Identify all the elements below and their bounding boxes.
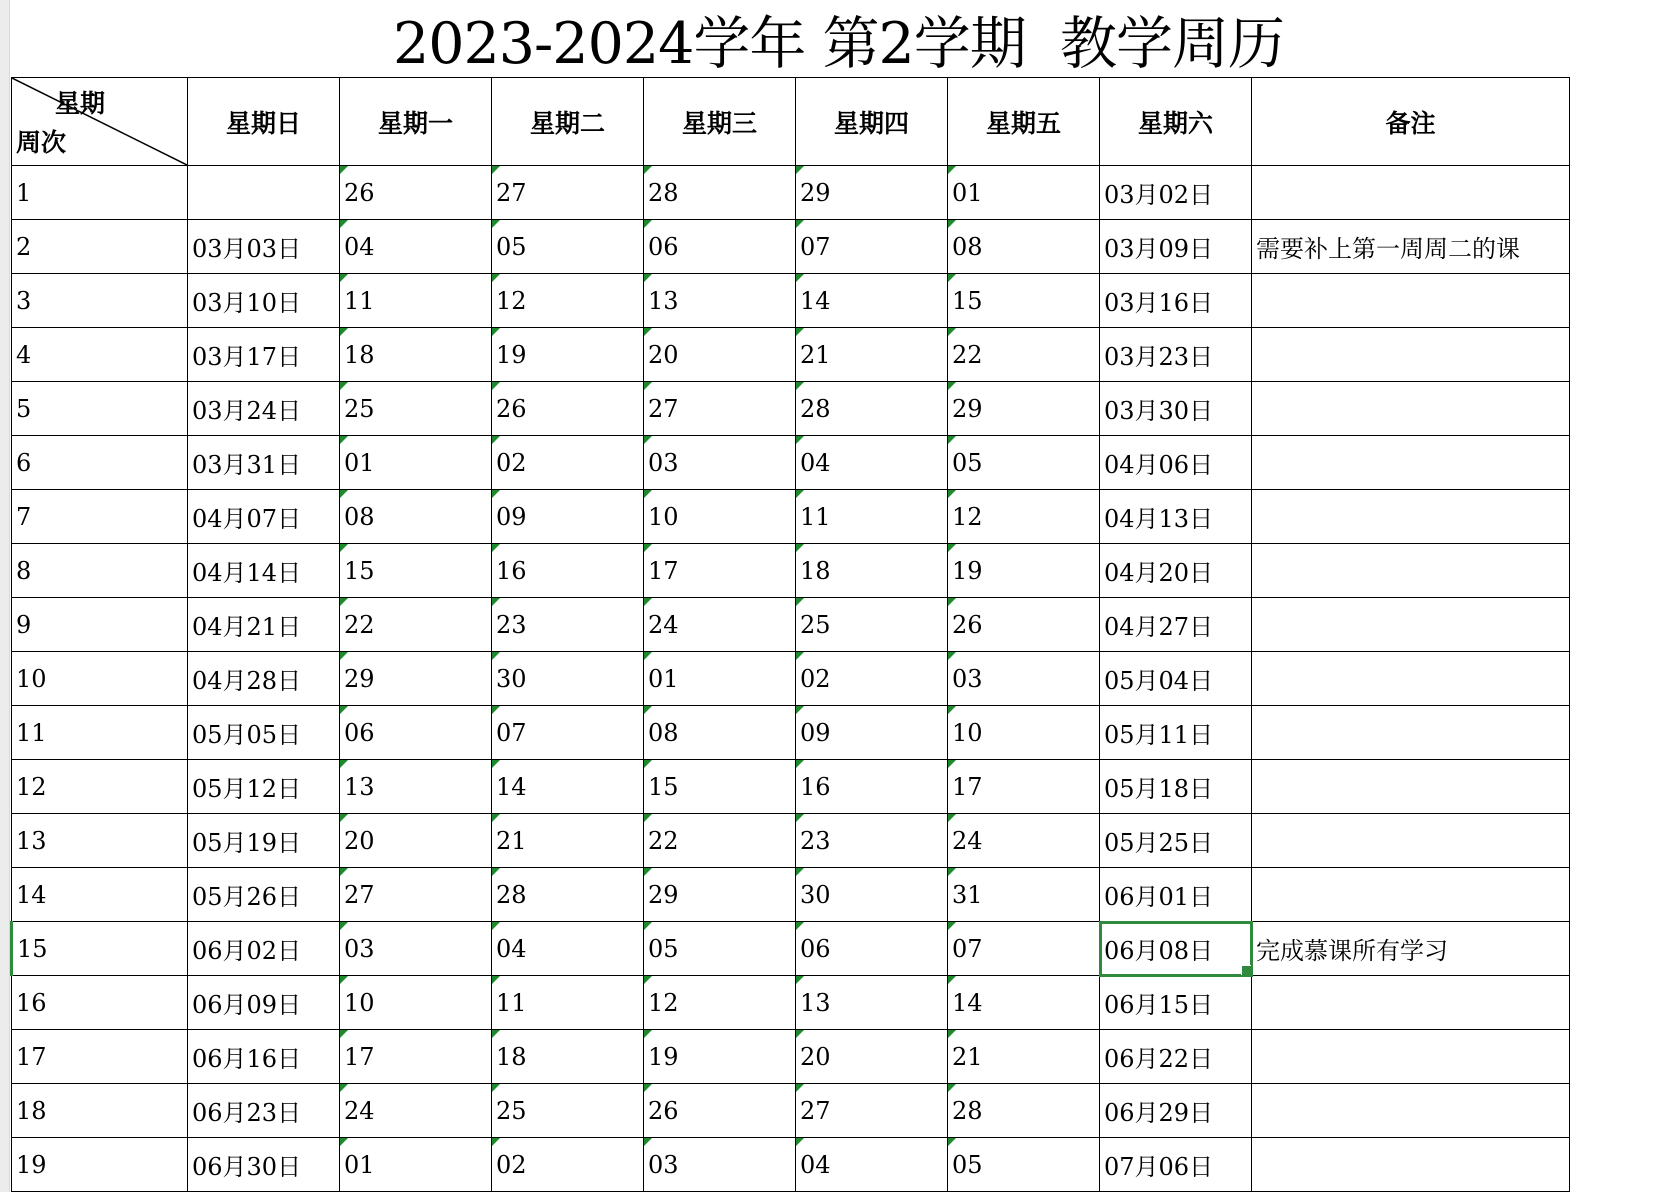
wednesday-date-cell[interactable]: 24 (644, 598, 796, 652)
monday-date-cell[interactable]: 26 (340, 166, 492, 220)
tuesday-date-cell[interactable]: 12 (492, 274, 644, 328)
saturday-date-cell[interactable]: 04月06日 (1100, 436, 1252, 490)
friday-date-cell[interactable]: 17 (948, 760, 1100, 814)
sunday-date-cell[interactable]: 05月12日 (188, 760, 340, 814)
wednesday-date-cell[interactable]: 03 (644, 436, 796, 490)
week-number-cell[interactable]: 4 (12, 328, 188, 382)
tuesday-date-cell[interactable]: 07 (492, 706, 644, 760)
week-number-cell[interactable]: 2 (12, 220, 188, 274)
saturday-date-cell[interactable]: 04月20日 (1100, 544, 1252, 598)
wednesday-date-cell[interactable]: 26 (644, 1084, 796, 1138)
friday-date-cell[interactable]: 26 (948, 598, 1100, 652)
remarks-cell[interactable] (1252, 436, 1570, 490)
remarks-cell[interactable] (1252, 706, 1570, 760)
saturday-date-cell[interactable]: 06月08日 (1100, 922, 1252, 976)
wednesday-date-cell[interactable]: 19 (644, 1030, 796, 1084)
week-row (12, 652, 1570, 706)
thursday-date-cell[interactable]: 13 (796, 976, 948, 1030)
sunday-date-cell[interactable]: 06月16日 (188, 1030, 340, 1084)
wednesday-date-cell[interactable]: 22 (644, 814, 796, 868)
header-sunday[interactable]: 星期日 (188, 78, 340, 166)
remarks-cell[interactable] (1252, 1030, 1570, 1084)
tuesday-date-cell[interactable]: 11 (492, 976, 644, 1030)
sunday-date-cell[interactable]: 04月28日 (188, 652, 340, 706)
monday-date-cell[interactable]: 27 (340, 868, 492, 922)
week-number-cell[interactable]: 13 (12, 814, 188, 868)
week-row (12, 490, 1570, 544)
saturday-date-cell[interactable]: 05月11日 (1100, 706, 1252, 760)
wednesday-date-cell[interactable]: 15 (644, 760, 796, 814)
saturday-date-cell[interactable]: 03月16日 (1100, 274, 1252, 328)
week-number-cell[interactable]: 16 (12, 976, 188, 1030)
header-remarks[interactable]: 备注 (1252, 78, 1570, 166)
saturday-date-cell[interactable]: 03月30日 (1100, 382, 1252, 436)
week-row (12, 598, 1570, 652)
monday-date-cell[interactable]: 11 (340, 274, 492, 328)
remarks-cell[interactable] (1252, 598, 1570, 652)
week-row (12, 706, 1570, 760)
sunday-date-cell[interactable]: 03月31日 (188, 436, 340, 490)
friday-date-cell[interactable]: 05 (948, 436, 1100, 490)
wednesday-date-cell[interactable]: 29 (644, 868, 796, 922)
corner-label-week: 周次 (16, 128, 67, 157)
monday-date-cell[interactable]: 13 (340, 760, 492, 814)
thursday-date-cell[interactable]: 11 (796, 490, 948, 544)
sunday-date-cell[interactable]: 04月07日 (188, 490, 340, 544)
wednesday-date-cell[interactable]: 10 (644, 490, 796, 544)
week-number-cell[interactable]: 9 (12, 598, 188, 652)
friday-date-cell[interactable]: 07 (948, 922, 1100, 976)
saturday-date-cell[interactable]: 05月18日 (1100, 760, 1252, 814)
tuesday-date-cell[interactable]: 09 (492, 490, 644, 544)
monday-date-cell[interactable]: 01 (340, 436, 492, 490)
header-wednesday[interactable]: 星期三 (644, 78, 796, 166)
monday-date-cell[interactable]: 24 (340, 1084, 492, 1138)
remarks-cell[interactable] (1252, 328, 1570, 382)
saturday-date-cell[interactable]: 04月13日 (1100, 490, 1252, 544)
friday-date-cell[interactable]: 03 (948, 652, 1100, 706)
thursday-date-cell[interactable]: 30 (796, 868, 948, 922)
wednesday-date-cell[interactable]: 12 (644, 976, 796, 1030)
friday-date-cell[interactable]: 21 (948, 1030, 1100, 1084)
saturday-date-cell[interactable]: 06月29日 (1100, 1084, 1252, 1138)
friday-date-cell[interactable]: 12 (948, 490, 1100, 544)
tuesday-date-cell[interactable]: 21 (492, 814, 644, 868)
week-number-cell[interactable]: 6 (12, 436, 188, 490)
monday-date-cell[interactable]: 20 (340, 814, 492, 868)
sunday-date-cell[interactable]: 03月24日 (188, 382, 340, 436)
remarks-cell[interactable] (1252, 166, 1570, 220)
calendar-table (10, 77, 1570, 1192)
week-row (12, 274, 1570, 328)
monday-date-cell[interactable]: 04 (340, 220, 492, 274)
monday-date-cell[interactable]: 03 (340, 922, 492, 976)
friday-date-cell[interactable]: 22 (948, 328, 1100, 382)
friday-date-cell[interactable]: 05 (948, 1138, 1100, 1192)
corner-label-weekday: 星期 (54, 89, 105, 118)
wednesday-date-cell[interactable]: 20 (644, 328, 796, 382)
week-row (12, 1138, 1570, 1192)
sunday-date-cell[interactable]: 03月03日 (188, 220, 340, 274)
remarks-cell[interactable] (1252, 544, 1570, 598)
week-number-cell[interactable]: 18 (12, 1084, 188, 1138)
tuesday-date-cell[interactable]: 02 (492, 1138, 644, 1192)
row-header-strip (0, 0, 10, 1192)
tuesday-date-cell[interactable]: 02 (492, 436, 644, 490)
tuesday-date-cell[interactable]: 23 (492, 598, 644, 652)
tuesday-date-cell[interactable]: 14 (492, 760, 644, 814)
monday-date-cell[interactable]: 15 (340, 544, 492, 598)
week-row (12, 166, 1570, 220)
header-friday[interactable]: 星期五 (948, 78, 1100, 166)
week-number-cell[interactable]: 12 (12, 760, 188, 814)
monday-date-cell[interactable]: 10 (340, 976, 492, 1030)
friday-date-cell[interactable]: 19 (948, 544, 1100, 598)
week-number-cell[interactable]: 3 (12, 274, 188, 328)
tuesday-date-cell[interactable]: 18 (492, 1030, 644, 1084)
thursday-date-cell[interactable]: 27 (796, 1084, 948, 1138)
thursday-date-cell[interactable]: 06 (796, 922, 948, 976)
thursday-date-cell[interactable]: 23 (796, 814, 948, 868)
week-row (12, 436, 1570, 490)
thursday-date-cell[interactable]: 16 (796, 760, 948, 814)
remarks-cell[interactable] (1252, 868, 1570, 922)
thursday-date-cell[interactable]: 18 (796, 544, 948, 598)
thursday-date-cell[interactable]: 25 (796, 598, 948, 652)
friday-date-cell[interactable]: 24 (948, 814, 1100, 868)
thursday-date-cell[interactable]: 04 (796, 436, 948, 490)
week-row (12, 1084, 1570, 1138)
week-row (12, 760, 1570, 814)
tuesday-date-cell[interactable]: 16 (492, 544, 644, 598)
friday-date-cell[interactable]: 28 (948, 1084, 1100, 1138)
week-row (12, 328, 1570, 382)
saturday-date-cell[interactable]: 06月15日 (1100, 976, 1252, 1030)
week-row (12, 976, 1570, 1030)
week-row (12, 922, 1570, 976)
thursday-date-cell[interactable]: 14 (796, 274, 948, 328)
saturday-date-cell[interactable]: 04月27日 (1100, 598, 1252, 652)
remarks-cell[interactable] (1252, 814, 1570, 868)
tuesday-date-cell[interactable]: 28 (492, 868, 644, 922)
header-row (12, 78, 1570, 166)
sunday-date-cell[interactable]: 05月19日 (188, 814, 340, 868)
sunday-date-cell[interactable]: 06月23日 (188, 1084, 340, 1138)
sunday-date-cell[interactable]: 04月14日 (188, 544, 340, 598)
sunday-date-cell[interactable]: 06月09日 (188, 976, 340, 1030)
remarks-cell[interactable] (1252, 652, 1570, 706)
tuesday-date-cell[interactable]: 26 (492, 382, 644, 436)
tuesday-date-cell[interactable]: 19 (492, 328, 644, 382)
week-number-cell[interactable]: 19 (12, 1138, 188, 1192)
monday-date-cell[interactable]: 01 (340, 1138, 492, 1192)
thursday-date-cell[interactable]: 28 (796, 382, 948, 436)
saturday-date-cell[interactable]: 06月01日 (1100, 868, 1252, 922)
week-row (12, 544, 1570, 598)
week-number-cell[interactable]: 14 (12, 868, 188, 922)
saturday-date-cell[interactable]: 03月23日 (1100, 328, 1252, 382)
sunday-date-cell[interactable]: 03月10日 (188, 274, 340, 328)
sunday-date-cell[interactable]: 05月05日 (188, 706, 340, 760)
monday-date-cell[interactable]: 29 (340, 652, 492, 706)
week-number-cell[interactable]: 5 (12, 382, 188, 436)
tuesday-date-cell[interactable]: 27 (492, 166, 644, 220)
header-monday[interactable]: 星期一 (340, 78, 492, 166)
thursday-date-cell[interactable]: 21 (796, 328, 948, 382)
remarks-cell[interactable]: 完成慕课所有学习 (1252, 922, 1570, 976)
friday-date-cell[interactable]: 08 (948, 220, 1100, 274)
friday-date-cell[interactable]: 01 (948, 166, 1100, 220)
saturday-date-cell[interactable]: 05月04日 (1100, 652, 1252, 706)
sunday-date-cell[interactable]: 03月17日 (188, 328, 340, 382)
thursday-date-cell[interactable]: 04 (796, 1138, 948, 1192)
tuesday-date-cell[interactable]: 25 (492, 1084, 644, 1138)
thursday-date-cell[interactable]: 20 (796, 1030, 948, 1084)
wednesday-date-cell[interactable]: 05 (644, 922, 796, 976)
week-number-cell[interactable]: 15 (12, 922, 188, 976)
week-number-cell[interactable]: 11 (12, 706, 188, 760)
week-number-cell[interactable]: 17 (12, 1030, 188, 1084)
thursday-date-cell[interactable]: 07 (796, 220, 948, 274)
corner-header-cell[interactable] (12, 78, 188, 166)
wednesday-date-cell[interactable]: 28 (644, 166, 796, 220)
monday-date-cell[interactable]: 22 (340, 598, 492, 652)
sunday-date-cell[interactable]: 06月02日 (188, 922, 340, 976)
week-number-cell[interactable]: 1 (12, 166, 188, 220)
wednesday-date-cell[interactable]: 13 (644, 274, 796, 328)
monday-date-cell[interactable]: 18 (340, 328, 492, 382)
week-number-cell[interactable]: 7 (12, 490, 188, 544)
week-row (12, 868, 1570, 922)
week-number-cell[interactable]: 8 (12, 544, 188, 598)
remarks-cell[interactable] (1252, 760, 1570, 814)
sunday-date-cell[interactable] (188, 166, 340, 220)
remarks-cell[interactable]: 需要补上第一周周二的课 (1252, 220, 1570, 274)
thursday-date-cell[interactable]: 09 (796, 706, 948, 760)
saturday-date-cell[interactable]: 03月02日 (1100, 166, 1252, 220)
saturday-date-cell[interactable]: 03月09日 (1100, 220, 1252, 274)
remarks-cell[interactable] (1252, 1084, 1570, 1138)
wednesday-date-cell[interactable]: 06 (644, 220, 796, 274)
fill-handle[interactable] (1241, 965, 1252, 976)
tuesday-date-cell[interactable]: 05 (492, 220, 644, 274)
saturday-date-cell[interactable]: 06月22日 (1100, 1030, 1252, 1084)
monday-date-cell[interactable]: 17 (340, 1030, 492, 1084)
remarks-cell[interactable] (1252, 490, 1570, 544)
wednesday-date-cell[interactable]: 08 (644, 706, 796, 760)
sunday-date-cell[interactable]: 06月30日 (188, 1138, 340, 1192)
friday-date-cell[interactable]: 15 (948, 274, 1100, 328)
friday-date-cell[interactable]: 31 (948, 868, 1100, 922)
thursday-date-cell[interactable]: 29 (796, 166, 948, 220)
tuesday-date-cell[interactable]: 04 (492, 922, 644, 976)
week-row (12, 814, 1570, 868)
monday-date-cell[interactable]: 08 (340, 490, 492, 544)
wednesday-date-cell[interactable]: 03 (644, 1138, 796, 1192)
header-saturday[interactable]: 星期六 (1100, 78, 1252, 166)
monday-date-cell[interactable]: 25 (340, 382, 492, 436)
saturday-date-cell[interactable]: 07月06日 (1100, 1138, 1252, 1192)
sunday-date-cell[interactable]: 05月26日 (188, 868, 340, 922)
week-row (12, 1030, 1570, 1084)
wednesday-date-cell[interactable]: 17 (644, 544, 796, 598)
wednesday-date-cell[interactable]: 01 (644, 652, 796, 706)
page-title: 2023-2024学年 第2学期 教学周历 (392, 11, 1284, 77)
wednesday-date-cell[interactable]: 27 (644, 382, 796, 436)
friday-date-cell[interactable]: 29 (948, 382, 1100, 436)
remarks-cell[interactable] (1252, 274, 1570, 328)
saturday-date-cell[interactable]: 05月25日 (1100, 814, 1252, 868)
monday-date-cell[interactable]: 06 (340, 706, 492, 760)
week-row (12, 220, 1570, 274)
week-row (12, 382, 1570, 436)
friday-date-cell[interactable]: 10 (948, 706, 1100, 760)
header-tuesday[interactable]: 星期二 (492, 78, 644, 166)
remarks-cell[interactable] (1252, 1138, 1570, 1192)
header-thursday[interactable]: 星期四 (796, 78, 948, 166)
tuesday-date-cell[interactable]: 30 (492, 652, 644, 706)
thursday-date-cell[interactable]: 02 (796, 652, 948, 706)
remarks-cell[interactable] (1252, 976, 1570, 1030)
sunday-date-cell[interactable]: 04月21日 (188, 598, 340, 652)
friday-date-cell[interactable]: 14 (948, 976, 1100, 1030)
week-number-cell[interactable]: 10 (12, 652, 188, 706)
remarks-cell[interactable] (1252, 382, 1570, 436)
